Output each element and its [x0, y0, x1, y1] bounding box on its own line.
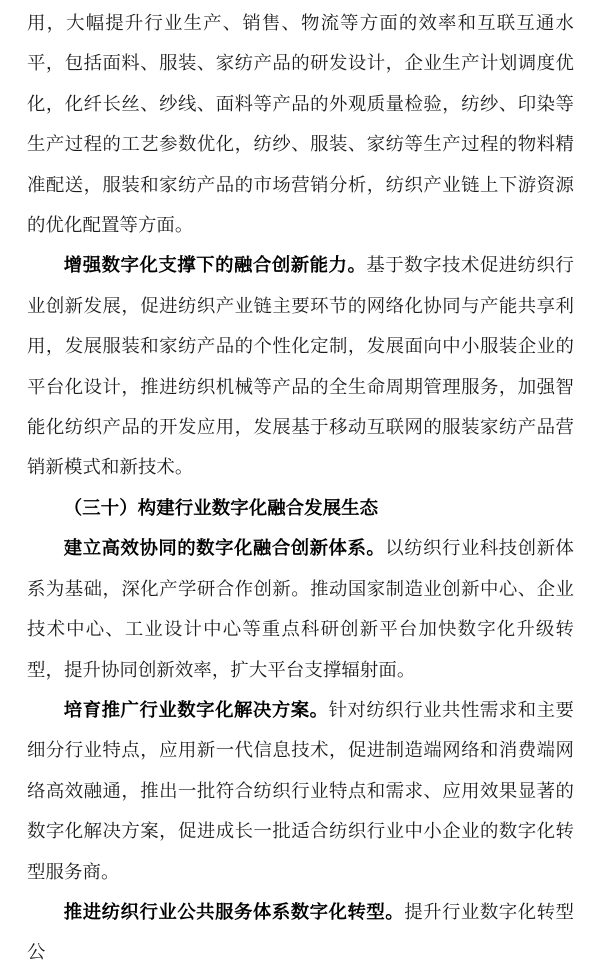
paragraph-lead: 推进纺织行业公共服务体系数字化转型。	[63, 900, 405, 922]
paragraph-text: 基于数字技术促进纺织行业创新发展，促进纺织产业链主要环节的网络化协同与产能共享利用，发展服装和家纺产品的个性化定制，发展面向中小服装企业的平台化设计，推进纺织机械等产品的全生命周期管理服务，加强智能化纺织产品的开发应用，发展基于移动互联网的服装家纺产品营销新模式和新技术。	[27, 255, 574, 478]
paragraph-lead: 增强数字化支撑下的融合创新能力。	[63, 254, 367, 276]
paragraph-lead: 建立高效协同的数字化融合创新体系。	[63, 537, 386, 559]
paragraph	[27, 245, 574, 487]
paragraph	[27, 528, 574, 690]
paragraph-lead: 培育推广行业数字化解决方案。	[63, 698, 329, 720]
paragraph-text: 提升行业数字化转型公	[27, 901, 574, 963]
section-heading: （三十）构建行业数字化融合发展生态	[63, 496, 379, 518]
paragraph-text: 用，大幅提升行业生产、销售、物流等方面的效率和互联互通水平，包括面料、服装、家纺产品的研发设计，企业生产计划调度优化，化纤长丝、纱线、面料等产品的外观质量检验，纺纱、印染等生产过程的工艺参数优化，纺纱、服装、家纺等生产过程的物料精准配送，服装和家纺产品的市场营销分析，纺织产业链上下游资源的优化配置等方面。	[27, 13, 574, 236]
paragraph	[27, 690, 574, 892]
paragraph	[27, 892, 574, 973]
paragraph-text: 针对纺织行业共性需求和主要细分行业特点，应用新一代信息技术，促进制造端网络和消费端网络高效融通，推出一批符合纺织行业特点和需求、应用效果显著的数字化解决方案，促进成长一批适合纺织行业中小企业的数字化转型服务商。	[27, 699, 574, 882]
paragraph	[27, 3, 574, 245]
paragraph-text: 以纺织行业科技创新体系为基础，深化产学研合作创新。推动国家制造业创新中心、企业技术中心、工业设计中心等重点科研创新平台加快数字化升级转型，提升协同创新效率，扩大平台支撑辐射面。	[27, 538, 574, 680]
